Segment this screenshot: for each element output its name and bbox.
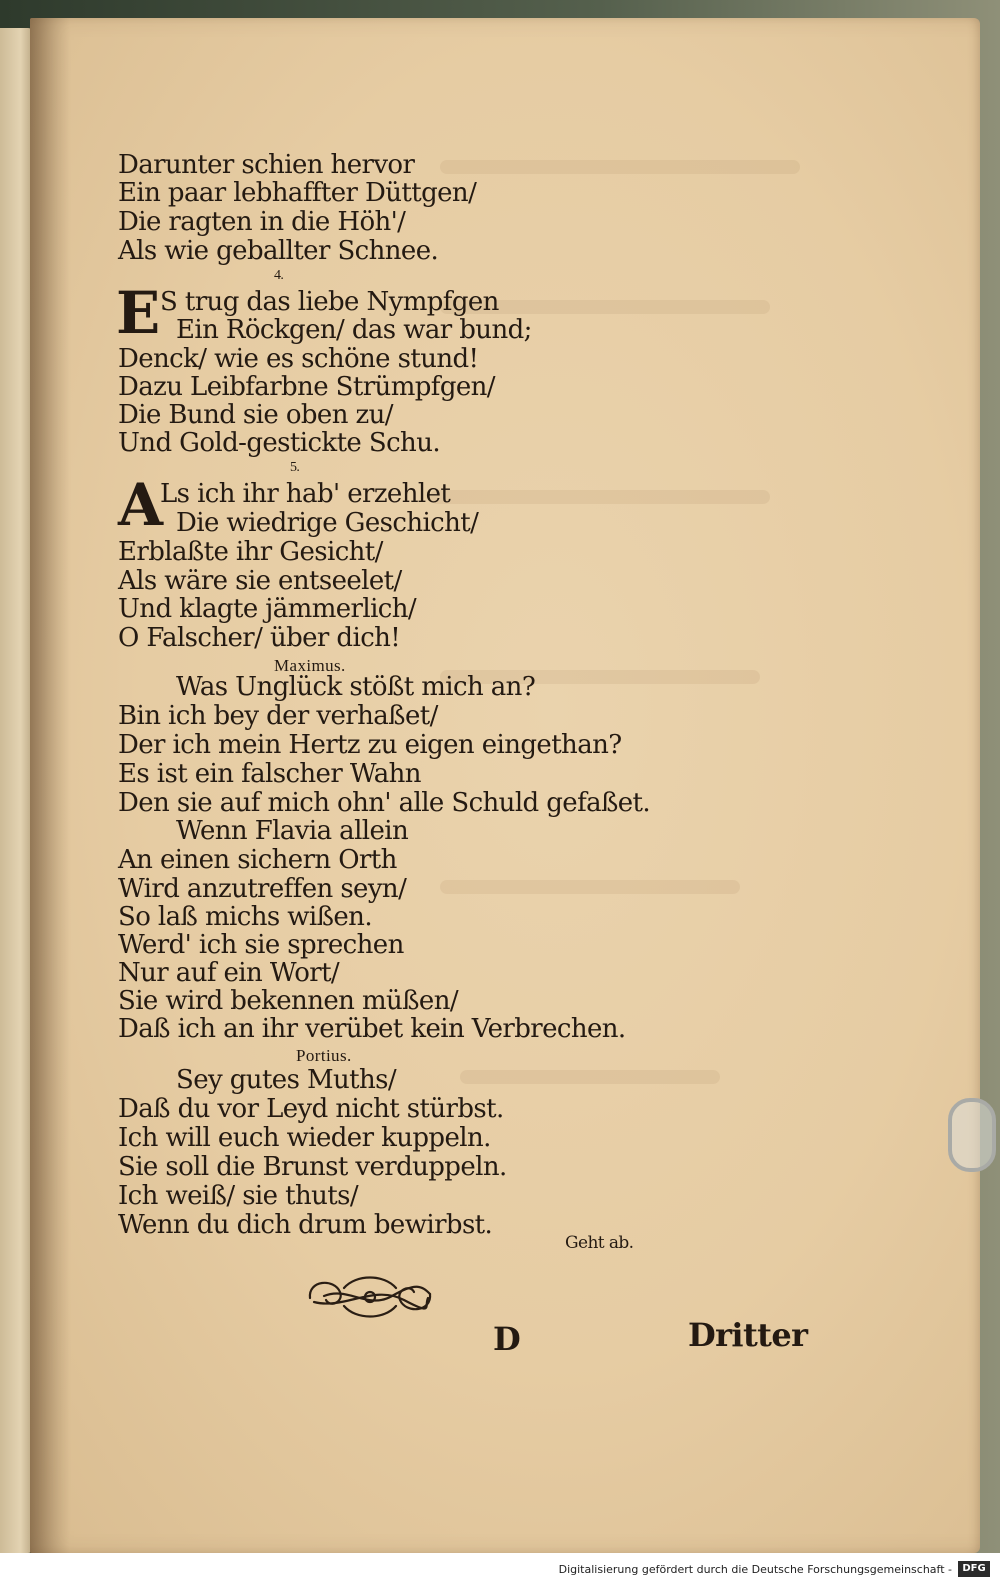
verse-line: Sie soll die Brunst verduppeln. (118, 1152, 507, 1182)
verse-line: Die wiedrige Geschicht/ (176, 508, 479, 538)
verse-line: Und Gold-gestickte Schu. (118, 428, 441, 458)
verse-line: Bin ich bey der verhaßet/ (118, 701, 438, 731)
verse-line: Sie wird bekennen müßen/ (118, 986, 459, 1016)
show-through (440, 160, 800, 174)
verse-line: Erblaßte ihr Gesicht/ (118, 537, 383, 567)
verse-line: Sey gutes Muths/ (176, 1065, 397, 1095)
show-through (430, 490, 770, 504)
verse-line: Daß du vor Leyd nicht stürbst. (118, 1094, 504, 1124)
signature-mark: D (493, 1320, 521, 1358)
show-through (440, 880, 740, 894)
verse-line: Werd' ich sie sprechen (118, 930, 404, 960)
stanza-number: 5. (290, 460, 300, 475)
drop-cap: E (116, 279, 161, 347)
verse-line: Ein paar lebhaffter Düttgen/ (118, 178, 477, 208)
speaker-name: Maximus. (274, 656, 346, 675)
footer-credit: Digitalisierung gefördert durch die Deutsche Forschungsgemeinschaft - (558, 1563, 952, 1576)
ornament-flourish (304, 1266, 436, 1326)
verse-line: Wenn du dich drum bewirbst. (118, 1210, 493, 1240)
verse-line: Was Unglück stößt mich an? (176, 672, 536, 702)
stanza-number: 4. (274, 268, 284, 283)
verse-line: Ein Röckgen/ das war bund; (176, 315, 532, 345)
verse-line: Darunter schien hervor (118, 150, 415, 180)
facing-page-edge (0, 28, 34, 1553)
verse-line: Es ist ein falscher Wahn (118, 759, 421, 789)
show-through (460, 1070, 720, 1084)
verse-line: Nur auf ein Wort/ (118, 958, 340, 988)
verse-line: Ich weiß/ sie thuts/ (118, 1181, 358, 1211)
catchword: Dritter (688, 1316, 808, 1354)
speaker-name: Portius. (296, 1046, 352, 1065)
verse-line: Als wäre sie entseelet/ (118, 566, 402, 596)
drop-cap: A (118, 471, 164, 539)
verse-line: Wenn Flavia allein (176, 816, 409, 846)
stage-direction: Geht ab. (565, 1233, 634, 1253)
footer-bar (0, 1553, 1000, 1588)
verse-line: Wird anzutreffen seyn/ (118, 874, 407, 904)
verse-line: Als wie geballter Schnee. (118, 236, 439, 266)
verse-line: Daß ich an ihr verübet kein Verbrechen. (118, 1014, 626, 1044)
verse-line: An einen sichern Orth (118, 845, 397, 875)
verse-line: Den sie auf mich ohn' alle Schuld gefaßet. (118, 788, 651, 818)
dfg-logo: DFG (958, 1561, 990, 1577)
verse-line: Ls ich ihr hab' erzehlet (160, 479, 451, 509)
verse-line: Denck/ wie es schöne stund! (118, 344, 479, 374)
verse-line: Ich will euch wieder kuppeln. (118, 1123, 491, 1153)
verse-line: Der ich mein Hertz zu eigen eingethan? (118, 730, 622, 760)
page-clip (948, 1098, 996, 1172)
verse-line: Die ragten in die Höh'/ (118, 207, 406, 237)
verse-line: Und klagte jämmerlich/ (118, 594, 417, 624)
verse-line: S trug das liebe Nympfgen (160, 287, 499, 317)
verse-line: Die Bund sie oben zu/ (118, 400, 393, 430)
verse-line: O Falscher/ über dich! (118, 623, 401, 653)
verse-line: Dazu Leibfarbne Strümpfgen/ (118, 372, 495, 402)
verse-line: So laß michs wißen. (118, 902, 372, 932)
spine-shadow (30, 18, 70, 1553)
